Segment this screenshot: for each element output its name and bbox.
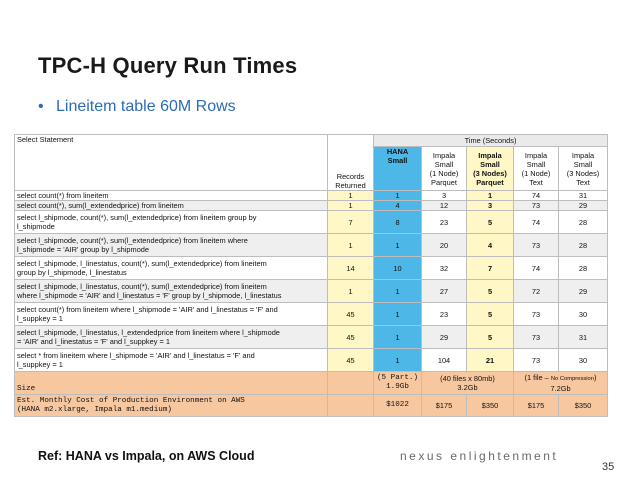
stmt-line: select count(*) from lineitem where l_shipmode = 'AIR' and l_linestatus = 'F' and <box>17 305 278 314</box>
cost-cell: $175 <box>422 395 467 417</box>
table-row <box>15 280 608 303</box>
stmt-line: select l_shipmode, l_linestatus, count(*), sum(l_extendedprice) from lineitem <box>17 282 267 291</box>
table-row <box>15 211 608 234</box>
col-header-impala-3nodes-parquet <box>467 147 514 191</box>
top-bar <box>0 0 638 8</box>
bullet-item <box>38 98 236 116</box>
cost-label-line: (HANA m2.xlarge, Impala m1.medium) <box>17 405 172 414</box>
col-header-line: Text <box>529 177 543 187</box>
cost-cell: $1022 <box>374 395 422 417</box>
time-cell: 5 <box>467 326 514 349</box>
query-statement <box>15 349 328 372</box>
size-line: 1.9Gb <box>386 383 409 391</box>
time-cell: 1 <box>374 303 422 326</box>
time-cell: 5 <box>467 280 514 303</box>
time-cell: 74 <box>514 211 559 234</box>
records-header-line: Returned <box>335 181 366 190</box>
col-header-line: Small <box>526 159 546 169</box>
time-cell: 73 <box>514 201 559 211</box>
bullet-text: Lineitem table 60M Rows <box>56 98 236 115</box>
records-header-line: Records <box>336 172 365 181</box>
size-row <box>15 372 608 395</box>
time-cell: 7 <box>467 257 514 280</box>
records-cell: 45 <box>328 326 374 349</box>
col-header-line: (1 Node) <box>429 168 459 178</box>
time-cell: 28 <box>559 257 608 280</box>
time-cell: 28 <box>559 211 608 234</box>
records-cell: 1 <box>328 280 374 303</box>
stmt-line: where l_shipmode = 'AIR' and l_linestatus = 'F' group by l_shipmode, l_linestatus <box>17 291 282 300</box>
size-text-close: ) <box>594 373 597 382</box>
time-cell: 74 <box>514 257 559 280</box>
size-line <box>516 373 605 384</box>
col-header-line: (1 Node) <box>521 168 551 178</box>
cost-row <box>15 395 608 417</box>
time-cell: 73 <box>514 234 559 257</box>
col-header-line: Small <box>434 159 454 169</box>
col-header-line: Small <box>480 159 500 169</box>
query-statement <box>15 257 328 280</box>
time-cell: 28 <box>559 234 608 257</box>
stmt-line: = 'AIR' and l_linestatus = 'F' and l_suppkey = 1 <box>17 337 170 346</box>
time-cell: 3 <box>422 191 467 201</box>
col-header-line: Parquet <box>476 177 504 187</box>
col-header-line: Small <box>387 156 408 165</box>
col-header-impala-1node-parquet <box>422 147 467 191</box>
time-cell: 27 <box>422 280 467 303</box>
time-cell: 73 <box>514 349 559 372</box>
table-row <box>15 201 608 211</box>
size-label: Size <box>15 372 328 395</box>
time-cell: 10 <box>374 257 422 280</box>
table-row <box>15 349 608 372</box>
time-cell: 29 <box>422 326 467 349</box>
cost-cell: $350 <box>467 395 514 417</box>
table-row <box>15 303 608 326</box>
query-statement <box>15 234 328 257</box>
size-parquet-cell <box>422 372 514 395</box>
bullet-marker: • <box>38 98 44 115</box>
stmt-line: l_shipmode = 'AIR' group by l_shipmode <box>17 245 150 254</box>
cost-cell: $175 <box>514 395 559 417</box>
slide-title: TPC-H Query Run Times <box>38 53 298 78</box>
col-header-line: Parquet <box>431 177 457 187</box>
size-text-cell <box>514 372 608 395</box>
table-row <box>15 191 608 201</box>
time-cell: 104 <box>422 349 467 372</box>
size-line: (5 Part.) <box>376 374 418 382</box>
cost-records-cell <box>328 395 374 417</box>
time-cell: 8 <box>374 211 422 234</box>
stmt-line: select l_shipmode, l_linestatus, count(*), sum(l_extendedprice) from lineitem <box>17 259 267 268</box>
time-cell: 29 <box>559 280 608 303</box>
time-cell: 1 <box>374 326 422 349</box>
query-statement <box>15 303 328 326</box>
records-cell: 14 <box>328 257 374 280</box>
cost-label-line: Est. Monthly Cost of Production Environment on AWS <box>17 396 245 405</box>
col-header-hana-small <box>374 147 422 191</box>
time-cell: 32 <box>422 257 467 280</box>
time-cell: 4 <box>374 201 422 211</box>
time-cell: 5 <box>467 303 514 326</box>
table-row <box>15 326 608 349</box>
time-seconds-header: Time (Seconds) <box>374 135 608 147</box>
time-cell: 30 <box>559 303 608 326</box>
page-number: 35 <box>602 461 615 473</box>
stmt-line: select l_shipmode, count(*), sum(l_extendedprice) from lineitem where <box>17 236 248 245</box>
records-returned-header <box>328 135 374 191</box>
time-cell: 23 <box>422 211 467 234</box>
size-line: (40 files x 80mb) <box>440 374 495 383</box>
size-text-open: (1 file – <box>524 373 551 382</box>
query-statement <box>15 211 328 234</box>
time-cell: 73 <box>514 326 559 349</box>
col-header-impala-3nodes-text <box>559 147 608 191</box>
time-cell: 5 <box>467 211 514 234</box>
stmt-line: select l_shipmode, count(*), sum(l_extendedprice) from lineitem group by <box>17 213 257 222</box>
query-statement <box>15 326 328 349</box>
query-times-table <box>14 134 607 446</box>
time-cell: 72 <box>514 280 559 303</box>
time-cell: 12 <box>422 201 467 211</box>
time-cell: 30 <box>559 349 608 372</box>
time-cell: 1 <box>374 280 422 303</box>
time-cell: 23 <box>422 303 467 326</box>
cost-cell: $350 <box>559 395 608 417</box>
cost-label <box>15 395 328 417</box>
records-cell: 45 <box>328 303 374 326</box>
query-statement: select count(*), sum(l_extendedprice) from lineitem <box>15 201 328 211</box>
col-header-line: (3 Nodes) <box>566 168 600 178</box>
stmt-line: group by l_shipmode, l_linestatus <box>17 268 127 277</box>
stmt-line: l_suppkey = 1 <box>17 360 63 369</box>
table-row <box>15 234 608 257</box>
col-header-impala-1node-text <box>514 147 559 191</box>
records-cell: 1 <box>328 201 374 211</box>
size-hana-cell <box>374 372 422 395</box>
time-cell: 31 <box>559 326 608 349</box>
size-line: 3.2Gb <box>457 383 478 392</box>
stmt-line: l_suppkey = 1 <box>17 314 63 323</box>
size-line: 7.2Gb <box>550 384 571 393</box>
records-cell: 1 <box>328 191 374 201</box>
col-header-line: Text <box>576 177 590 187</box>
col-header-line: Impala <box>571 150 595 160</box>
size-records-cell <box>328 372 374 395</box>
time-cell: 74 <box>514 191 559 201</box>
time-cell: 20 <box>422 234 467 257</box>
col-header-line: Impala <box>432 150 456 160</box>
time-cell: 21 <box>467 349 514 372</box>
time-cell: 4 <box>467 234 514 257</box>
query-statement: select count(*) from lineitem <box>15 191 328 201</box>
select-statement-header: Select Statement <box>15 135 328 191</box>
query-statement <box>15 280 328 303</box>
col-header-line: HANA <box>386 147 409 156</box>
time-cell: 73 <box>514 303 559 326</box>
time-cell: 1 <box>374 349 422 372</box>
footer-reference: Ref: HANA vs Impala, on AWS Cloud <box>38 449 255 463</box>
time-cell: 1 <box>374 191 422 201</box>
stmt-line: l_shipmode <box>17 222 55 231</box>
records-cell: 45 <box>328 349 374 372</box>
time-cell: 31 <box>559 191 608 201</box>
col-header-line: Impala <box>478 150 502 160</box>
stmt-line: select l_shipmode, l_linestatus, l_extendedprice from lineitem where l_shipmode <box>17 328 280 337</box>
time-cell: 1 <box>467 191 514 201</box>
brand-logo-text: nexus enlightenment <box>400 449 559 463</box>
time-cell: 3 <box>467 201 514 211</box>
time-cell: 29 <box>559 201 608 211</box>
col-header-line: Impala <box>524 150 548 160</box>
records-cell: 1 <box>328 234 374 257</box>
records-cell: 7 <box>328 211 374 234</box>
col-header-line: (3 Nodes) <box>473 168 507 178</box>
time-cell: 1 <box>374 234 422 257</box>
size-text-note: No Compression <box>550 376 594 382</box>
col-header-line: Small <box>573 159 593 169</box>
table-row <box>15 257 608 280</box>
stmt-line: select * from lineitem where l_shipmode = 'AIR' and l_linestatus = 'F' and <box>17 351 255 360</box>
